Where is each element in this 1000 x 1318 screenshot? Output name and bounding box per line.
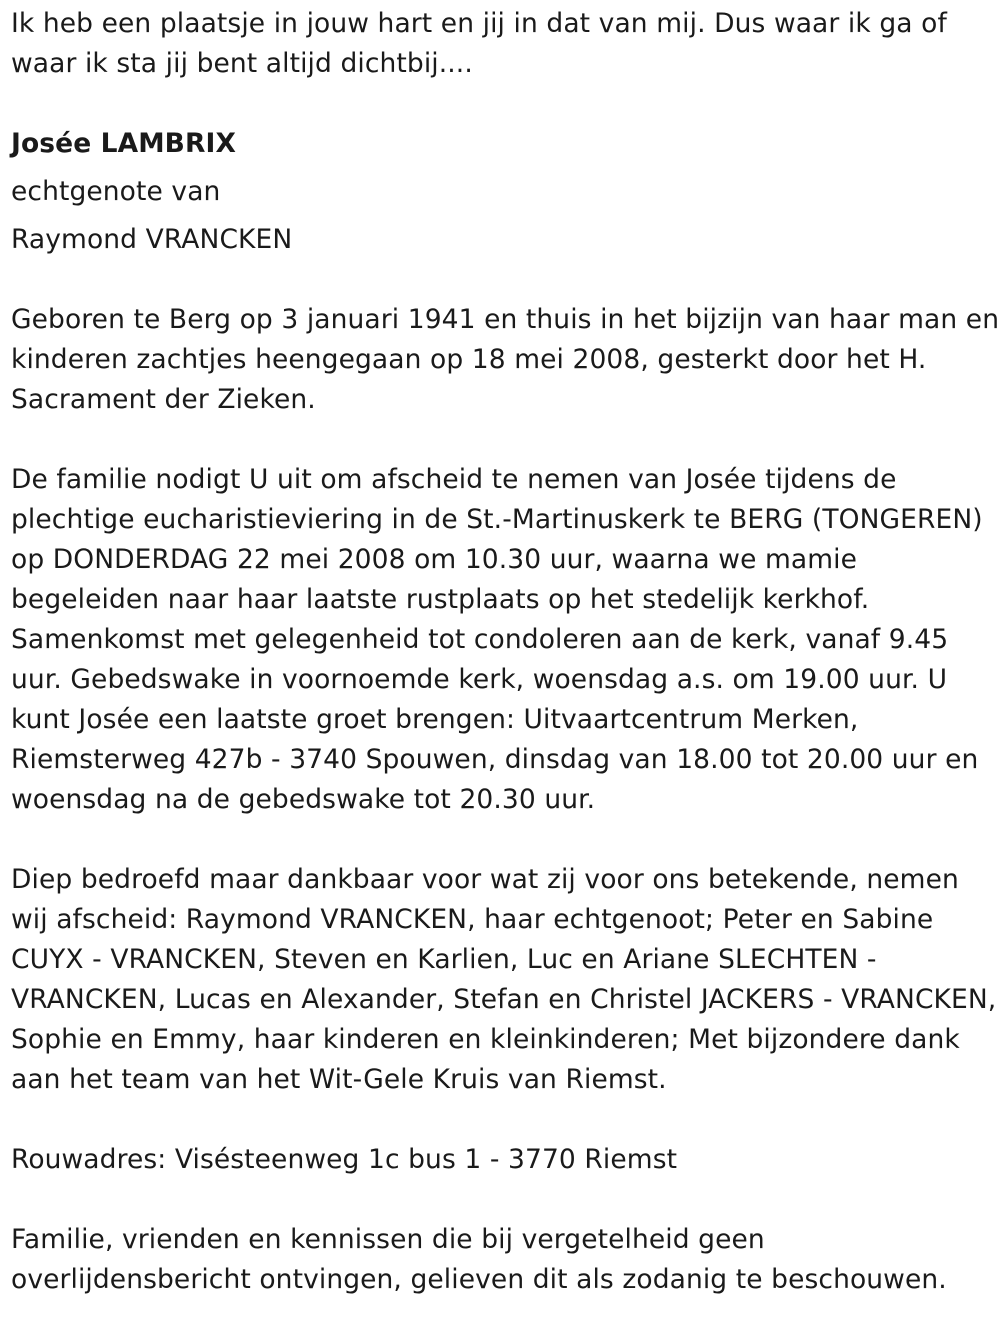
- family-line: wij afscheid: Raymond VRANCKEN, haar echtgenoot; Peter en Sabine: [11, 904, 934, 935]
- ceremony-line: Riemsterweg 427b - 3740 Spouwen, dinsdag van 18.00 tot 20.00 uur en: [11, 744, 979, 775]
- ceremony-line: op DONDERDAG 22 mei 2008 om 10.30 uur, waarna we mamie: [11, 544, 858, 575]
- poem-line: Ik heb een plaatsje in jouw hart en jij in dat van mij. Dus waar ik ga of: [11, 8, 947, 39]
- closing-line: overlijdensbericht ontvingen, gelieven dit als zodanig te beschouwen.: [11, 1264, 947, 1295]
- closing-paragraph: [11, 1220, 991, 1300]
- ceremony-line: plechtige eucharistieviering in de St.-Martinuskerk te BERG (TONGEREN): [11, 504, 983, 535]
- ceremony-line: kunt Josée een laatste groet brengen: Uitvaartcentrum Merken,: [11, 704, 859, 735]
- closing-line: Familie, vrienden en kennissen die bij vergetelheid geen: [11, 1224, 765, 1255]
- relation-text: echtgenote van: [11, 176, 221, 207]
- family-line: aan het team van het Wit-Gele Kruis van Riemst.: [11, 1064, 667, 1095]
- family-line: VRANCKEN, Lucas en Alexander, Stefan en Christel JACKERS - VRANCKEN,: [11, 984, 997, 1015]
- deceased-name: Josée LAMBRIX: [11, 128, 236, 159]
- poem-line: waar ik sta jij bent altijd dichtbij....: [11, 48, 473, 79]
- family-paragraph: [11, 860, 997, 1100]
- ceremony-paragraph: [11, 460, 991, 820]
- family-line: Diep bedroefd maar dankbaar voor wat zij voor ons betekende, nemen: [11, 864, 959, 895]
- birth-death-line: Geboren te Berg op 3 januari 1941 en thuis in het bijzijn van haar man en: [11, 304, 1000, 335]
- birth-death-line: Sacrament der Zieken.: [11, 384, 316, 415]
- ceremony-line: uur. Gebedswake in voornoemde kerk, woensdag a.s. om 19.00 uur. U: [11, 664, 948, 695]
- ceremony-line: woensdag na de gebedswake tot 20.30 uur.: [11, 784, 596, 815]
- family-line: Sophie en Emmy, haar kinderen en kleinkinderen; Met bijzondere dank: [11, 1024, 960, 1055]
- family-line: CUYX - VRANCKEN, Steven en Karlien, Luc en Ariane SLECHTEN -: [11, 944, 877, 975]
- address-line: Rouwadres: Visésteenweg 1c bus 1 - 3770 Riemst: [11, 1144, 678, 1175]
- poem-paragraph: [11, 4, 991, 84]
- birth-death-paragraph: [11, 300, 1000, 420]
- birth-death-line: kinderen zachtjes heengegaan op 18 mei 2008, gesterkt door het H.: [11, 344, 927, 375]
- obituary-document: [11, 4, 1000, 1300]
- ceremony-line: De familie nodigt U uit om afscheid te nemen van Josée tijdens de: [11, 464, 897, 495]
- ceremony-line: Samenkomst met gelegenheid tot condoleren aan de kerk, vanaf 9.45: [11, 624, 949, 655]
- spouse-name: Raymond VRANCKEN: [11, 224, 293, 255]
- ceremony-line: begeleiden naar haar laatste rustplaats op het stedelijk kerkhof.: [11, 584, 870, 615]
